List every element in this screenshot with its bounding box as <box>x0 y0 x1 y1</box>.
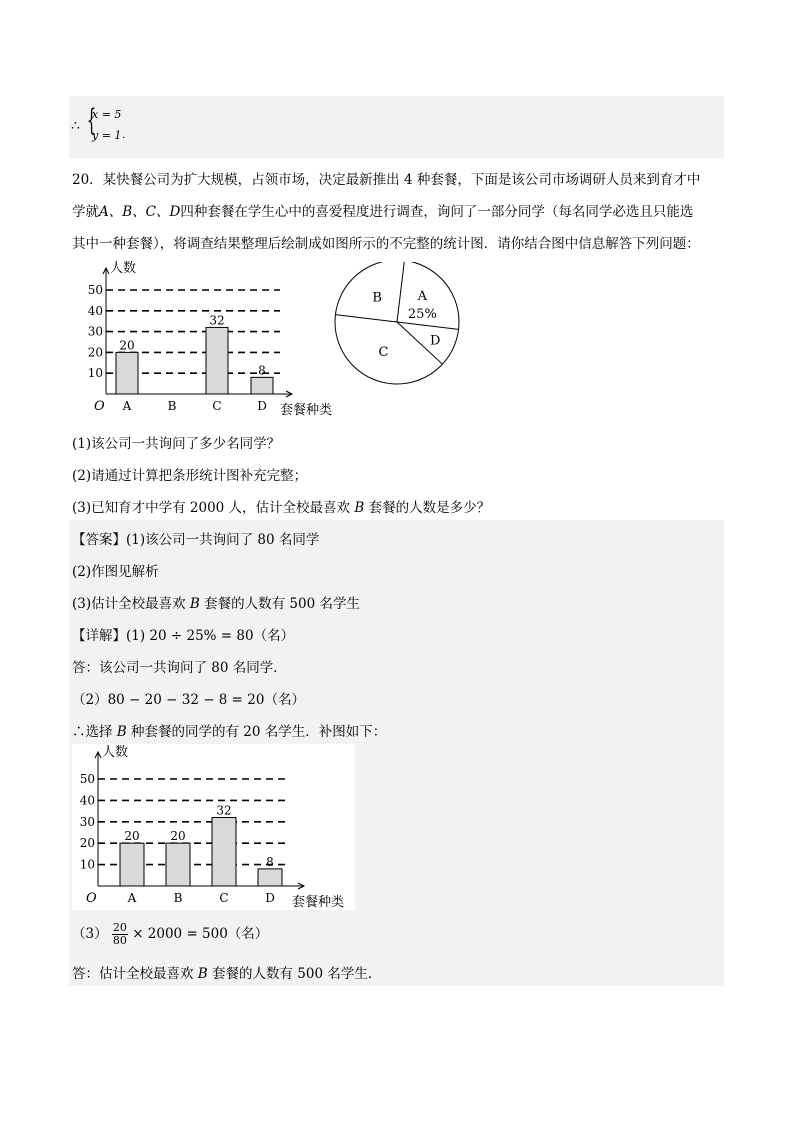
bar-D <box>251 377 273 394</box>
bar-D <box>258 869 282 886</box>
y-tick-label: 10 <box>79 857 95 872</box>
y-tick-label: 30 <box>79 814 95 829</box>
detail-6: 答：估计全校最喜欢 B 套餐的人数有 500 名学生． <box>72 966 382 982</box>
slice-label-D: D <box>430 333 441 349</box>
detail-3: （2）80 − 20 − 32 − 8 = 20（名） <box>72 692 305 708</box>
fraction: $\frac{20}{80}$ <box>112 921 127 947</box>
period: . <box>122 128 126 141</box>
x-tick-label-C: C <box>219 891 229 905</box>
x-tick-label-B: B <box>167 399 177 413</box>
data-label-B: 20 <box>170 829 186 844</box>
problem-line-3: 其中一种套餐），将调查结果整理后绘制成如图所示的不完整的统计图．请你结合图中信息解答下列问题： <box>72 236 700 252</box>
y-tick-label: 40 <box>79 793 95 808</box>
answer-2: (2)作图见解析 <box>72 564 159 580</box>
question-3: (3)已知育才中学有 2000 人，估计全校最喜欢 B 套餐的人数是多少？ <box>72 500 491 516</box>
problem-line-1: 20．某快餐公司为扩大规模，占领市场，决定最新推出 4 种套餐，下面是该公司市场调研人员来到育才中 <box>72 172 701 188</box>
bar-A <box>116 352 138 394</box>
problem-line-2: 学就A、B、C、D四种套餐在学生心中的喜爱程度进行调查，询问了一部分同学（每名同学必选且只能选 <box>72 204 694 220</box>
question-2: (2)请通过计算把条形统计图补充完整； <box>72 468 308 484</box>
data-label-C: 32 <box>209 313 225 328</box>
origin-label: O <box>86 891 97 906</box>
completed-chart-panel <box>72 744 355 910</box>
detail-5: （3） $\frac{20}{80}$ × 2000 = 500（名） <box>72 921 269 947</box>
origin-label: O <box>94 399 105 414</box>
equation-2: y = 1 <box>92 129 122 142</box>
bar-C <box>212 818 236 886</box>
question-1: (1)该公司一共询问了多少名同学？ <box>72 436 281 452</box>
y-tick-label: 20 <box>87 345 103 360</box>
y-tick-label: 50 <box>87 283 103 297</box>
detail-2: 答：该公司一共询问了 80 名同学． <box>72 660 287 676</box>
pie-circle <box>335 262 459 384</box>
brace: { <box>86 103 97 138</box>
slice-percent-A: 25% <box>407 307 437 323</box>
x-tick-label-D: D <box>257 399 267 413</box>
data-label-D: 8 <box>266 854 274 869</box>
y-tick-label: 50 <box>79 772 95 786</box>
y-tick-label: 20 <box>79 836 95 851</box>
x-axis-label: 套餐种类 <box>292 895 345 910</box>
system-of-equations <box>69 96 724 158</box>
data-label-A: 20 <box>119 338 135 353</box>
slice-label-A: A <box>417 289 428 305</box>
y-tick-label: 40 <box>87 303 103 318</box>
bar-B <box>166 843 190 886</box>
slice-label-B: B <box>372 290 382 306</box>
bar-C <box>206 327 228 394</box>
x-tick-label-B: B <box>173 891 183 905</box>
bar-A <box>120 843 144 886</box>
y-tick-label: 10 <box>87 366 103 381</box>
x-tick-label-C: C <box>212 399 222 413</box>
data-label-A: 20 <box>124 829 140 844</box>
x-axis-label: 套餐种类 <box>280 403 333 418</box>
y-tick-label: 30 <box>87 324 103 339</box>
data-label-C: 32 <box>216 803 232 818</box>
y-axis-label: 人数 <box>110 261 137 276</box>
answer-3: (3)估计全校最喜欢 B 套餐的人数有 500 名学生 <box>72 596 360 612</box>
therefore-symbol: ∴ <box>71 118 80 134</box>
x-tick-label-A: A <box>122 399 132 413</box>
detail-4: ∴选择 B 种套餐的同学的有 20 名学生．补图如下： <box>72 724 387 740</box>
pie-chart <box>330 262 470 392</box>
data-label-D: 8 <box>258 363 266 378</box>
x-tick-label-A: A <box>127 891 137 905</box>
y-axis-label: 人数 <box>102 745 129 760</box>
bar-chart-incomplete <box>70 260 340 420</box>
equation-1: x = 5 <box>92 108 122 121</box>
answer-1: 【答案】(1)该公司一共询问了 80 名同学 <box>72 532 320 548</box>
detail-1: 【详解】(1) 20 ÷ 25% = 80（名） <box>72 628 295 644</box>
x-tick-label-D: D <box>265 891 275 905</box>
slice-label-C: C <box>378 345 389 361</box>
bar-chart-complete <box>72 744 355 910</box>
